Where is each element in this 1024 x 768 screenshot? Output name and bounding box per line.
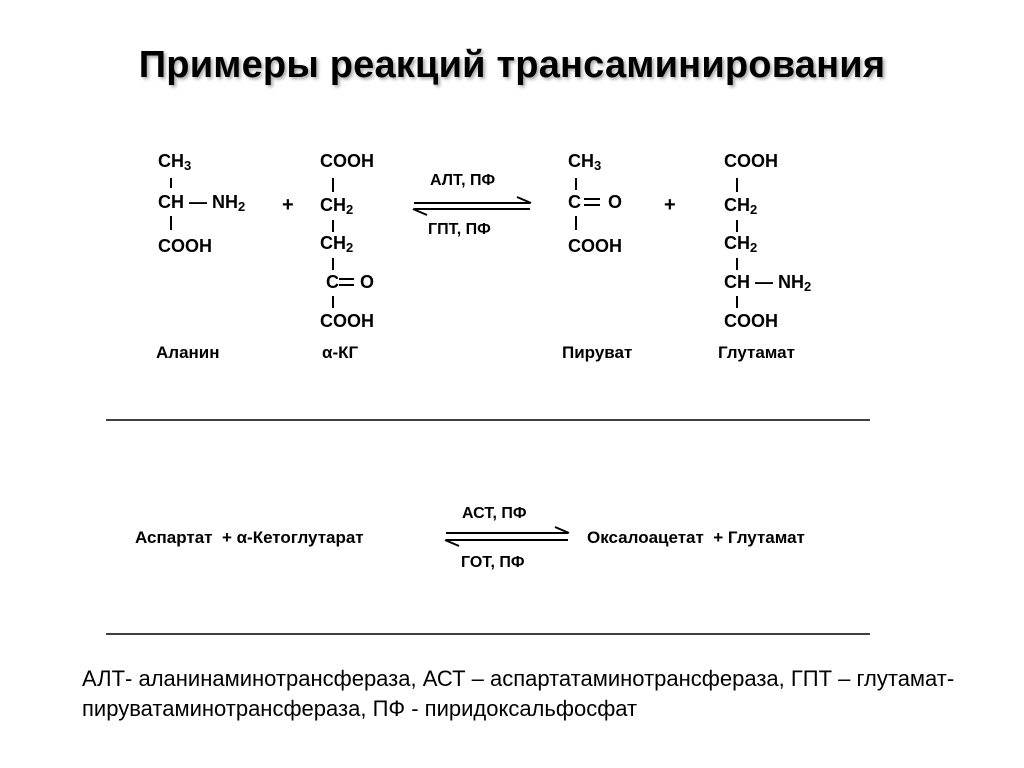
pyruvate-row-2-o: O bbox=[608, 192, 623, 212]
reaction1-enzyme-forward: АЛТ, ПФ bbox=[430, 172, 496, 189]
reaction2-enzyme-reverse: ГОТ, ПФ bbox=[461, 554, 525, 571]
reaction2-products: Оксалоацетат + Глутамат bbox=[587, 528, 805, 547]
pyruvate-row-3: COOH bbox=[568, 236, 622, 256]
akg-row-3: $CH_2$ bbox=[320, 233, 354, 255]
plus-sign-1: + bbox=[282, 194, 294, 216]
alanine-row-1: $CH_3$ bbox=[158, 151, 192, 173]
akg-row-2: $CH_2$ bbox=[320, 195, 354, 217]
glutamate-row-1: COOH bbox=[724, 151, 778, 171]
pyruvate-label: Пируват bbox=[562, 343, 633, 362]
plus-sign-2: + bbox=[664, 194, 676, 216]
alanine-row-2: CH — $NH_2$ bbox=[158, 192, 246, 214]
glutamate-row-5: COOH bbox=[724, 311, 778, 331]
glutamate-row-4: CH — $NH_2$ bbox=[724, 272, 812, 294]
alanine-label: Аланин bbox=[156, 343, 220, 362]
glutamate-row-3: $CH_2$ bbox=[724, 233, 758, 255]
pyruvate-row-2-c: C bbox=[568, 192, 581, 212]
reaction1-enzyme-reverse: ГПТ, ПФ bbox=[428, 221, 491, 238]
reaction2-reactants: Аспартат + α-Кетоглутарат bbox=[135, 528, 364, 547]
reaction2-enzyme-forward: АСТ, ПФ bbox=[462, 505, 527, 522]
akg-row-5: COOH bbox=[320, 311, 374, 331]
glutamate-row-2: $CH_2$ bbox=[724, 195, 758, 217]
akg-row-1: COOH bbox=[320, 151, 374, 171]
akg-row-4-c: C bbox=[326, 272, 339, 292]
alanine-row-3: COOH bbox=[158, 236, 212, 256]
pyruvate-row-1: $CH_3$ bbox=[568, 151, 602, 173]
slide-title: Примеры реакций трансаминирования bbox=[138, 44, 886, 86]
akg-label: α-КГ bbox=[322, 343, 359, 362]
glutamate-label: Глутамат bbox=[718, 343, 795, 362]
abbreviations-note: АЛТ- аланинаминотрансфераза, АСТ – аспартатаминотрансфераза, ГПТ – глутамат-пируватаминотрансфераза, ПФ - пиридоксальфосфат bbox=[82, 666, 955, 721]
akg-row-4-o: O bbox=[360, 272, 375, 292]
